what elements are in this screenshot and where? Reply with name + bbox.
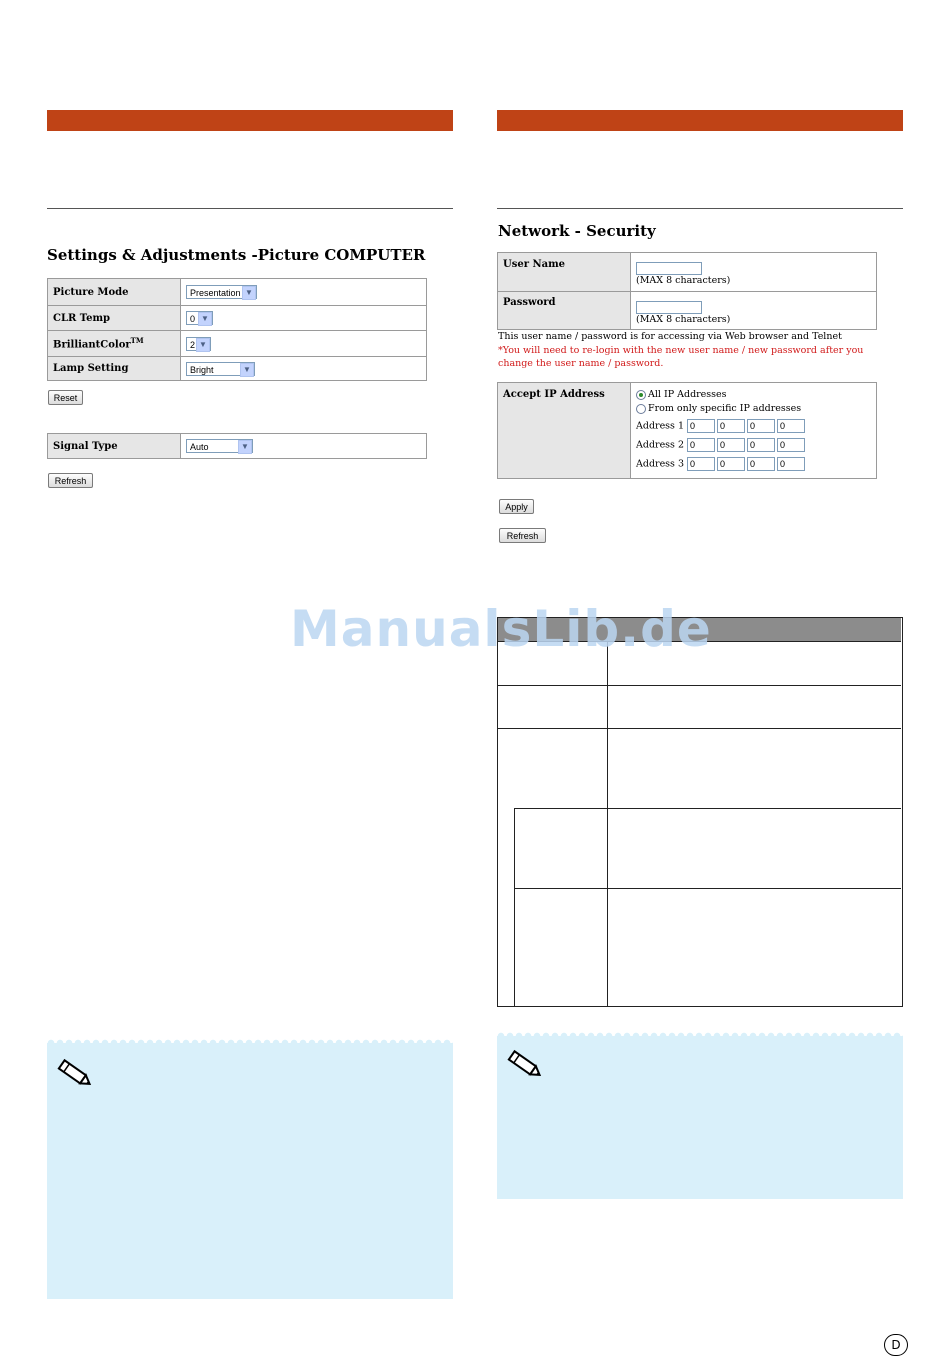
picture-mode-select[interactable]: Presentation ▼ [186, 285, 257, 299]
brilliantcolor-select[interactable]: 2 ▼ [186, 337, 211, 351]
accept-ip-label: Accept IP Address [498, 383, 631, 479]
picture-settings-table [47, 278, 427, 381]
right-refresh-button[interactable]: Refresh [499, 528, 546, 543]
clr-temp-select[interactable]: 0 ▼ [186, 311, 213, 325]
right-header-bar [497, 110, 903, 131]
address-row: Address 2 0 0 0 0 [636, 438, 871, 457]
note-scallop-edge [47, 1037, 453, 1043]
left-refresh-button[interactable]: Refresh [48, 473, 93, 488]
signal-type-select[interactable]: Auto ▼ [186, 439, 253, 453]
address-3-octet-2[interactable]: 0 [717, 457, 745, 471]
picture-mode-label: Picture Mode [48, 279, 181, 306]
address-2-octet-4[interactable]: 0 [777, 438, 805, 452]
chevron-down-icon: ▼ [238, 440, 252, 454]
left-divider [47, 208, 453, 209]
password-input[interactable] [636, 301, 702, 314]
signal-type-label: Signal Type [48, 434, 181, 459]
chevron-down-icon: ▼ [198, 312, 212, 326]
empty-grid-table [497, 617, 903, 1007]
reset-button[interactable]: Reset [48, 390, 83, 405]
user-name-input[interactable] [636, 262, 702, 275]
address-1-octet-4[interactable]: 0 [777, 419, 805, 433]
address-row: Address 3 0 0 0 0 [636, 457, 871, 476]
radio-specific-ip[interactable] [636, 404, 646, 414]
right-page-title: Network - Security [498, 222, 656, 240]
user-name-hint: (MAX 8 characters) [636, 275, 731, 286]
chevron-down-icon: ▼ [242, 286, 256, 300]
brilliantcolor-label: BrilliantColor™ [48, 331, 181, 357]
access-info-text: This user name / password is for accessing via Web browser and Telnet [498, 331, 842, 342]
address-3-octet-3[interactable]: 0 [747, 457, 775, 471]
grid-column-divider [607, 641, 608, 1006]
address-1-octet-1[interactable]: 0 [687, 419, 715, 433]
left-page-title: Settings & Adjustments -Picture COMPUTER [47, 246, 426, 264]
chevron-down-icon: ▼ [240, 363, 254, 377]
right-note-box [497, 1036, 903, 1199]
address-1-octet-2[interactable]: 0 [717, 419, 745, 433]
address-3-octet-1[interactable]: 0 [687, 457, 715, 471]
grid-row-divider [498, 728, 901, 729]
credentials-table [497, 252, 877, 330]
password-label: Password [498, 292, 631, 330]
address-row: Address 1 0 0 0 0 [636, 419, 871, 438]
address-3-octet-4[interactable]: 0 [777, 457, 805, 471]
address-2-octet-2[interactable]: 0 [717, 438, 745, 452]
apply-button[interactable]: Apply [499, 499, 534, 514]
grid-row-divider [498, 685, 901, 686]
clr-temp-label: CLR Temp [48, 306, 181, 331]
signal-type-table [47, 433, 427, 459]
pencil-icon [503, 1047, 545, 1081]
chevron-down-icon: ▼ [196, 338, 210, 352]
user-name-label: User Name [498, 253, 631, 292]
left-header-bar [47, 110, 453, 131]
watermark: ManualsLib.de [290, 600, 712, 658]
right-divider [497, 208, 903, 209]
lamp-setting-label: Lamp Setting [48, 357, 181, 381]
grid-subrow-divider [514, 808, 515, 1006]
grid-row-divider [514, 808, 901, 809]
page-language-marker: D [884, 1334, 908, 1356]
pencil-icon [53, 1056, 95, 1090]
address-2-octet-1[interactable]: 0 [687, 438, 715, 452]
radio-all-ip[interactable] [636, 390, 646, 400]
password-hint: (MAX 8 characters) [636, 313, 731, 325]
grid-row-divider [514, 888, 901, 889]
radio-specific-ip-row[interactable]: From only specific IP addresses [636, 402, 871, 416]
lamp-setting-select[interactable]: Bright ▼ [186, 362, 255, 376]
accept-ip-table [497, 382, 877, 479]
left-note-box [47, 1043, 453, 1299]
radio-all-ip-row[interactable]: All IP Addresses [636, 388, 871, 402]
address-2-octet-3[interactable]: 0 [747, 438, 775, 452]
address-1-octet-3[interactable]: 0 [747, 419, 775, 433]
note-scallop-edge [497, 1030, 903, 1036]
relogin-warning-text: *You will need to re-login with the new user name / new password after you change the user name / password. [498, 345, 864, 369]
